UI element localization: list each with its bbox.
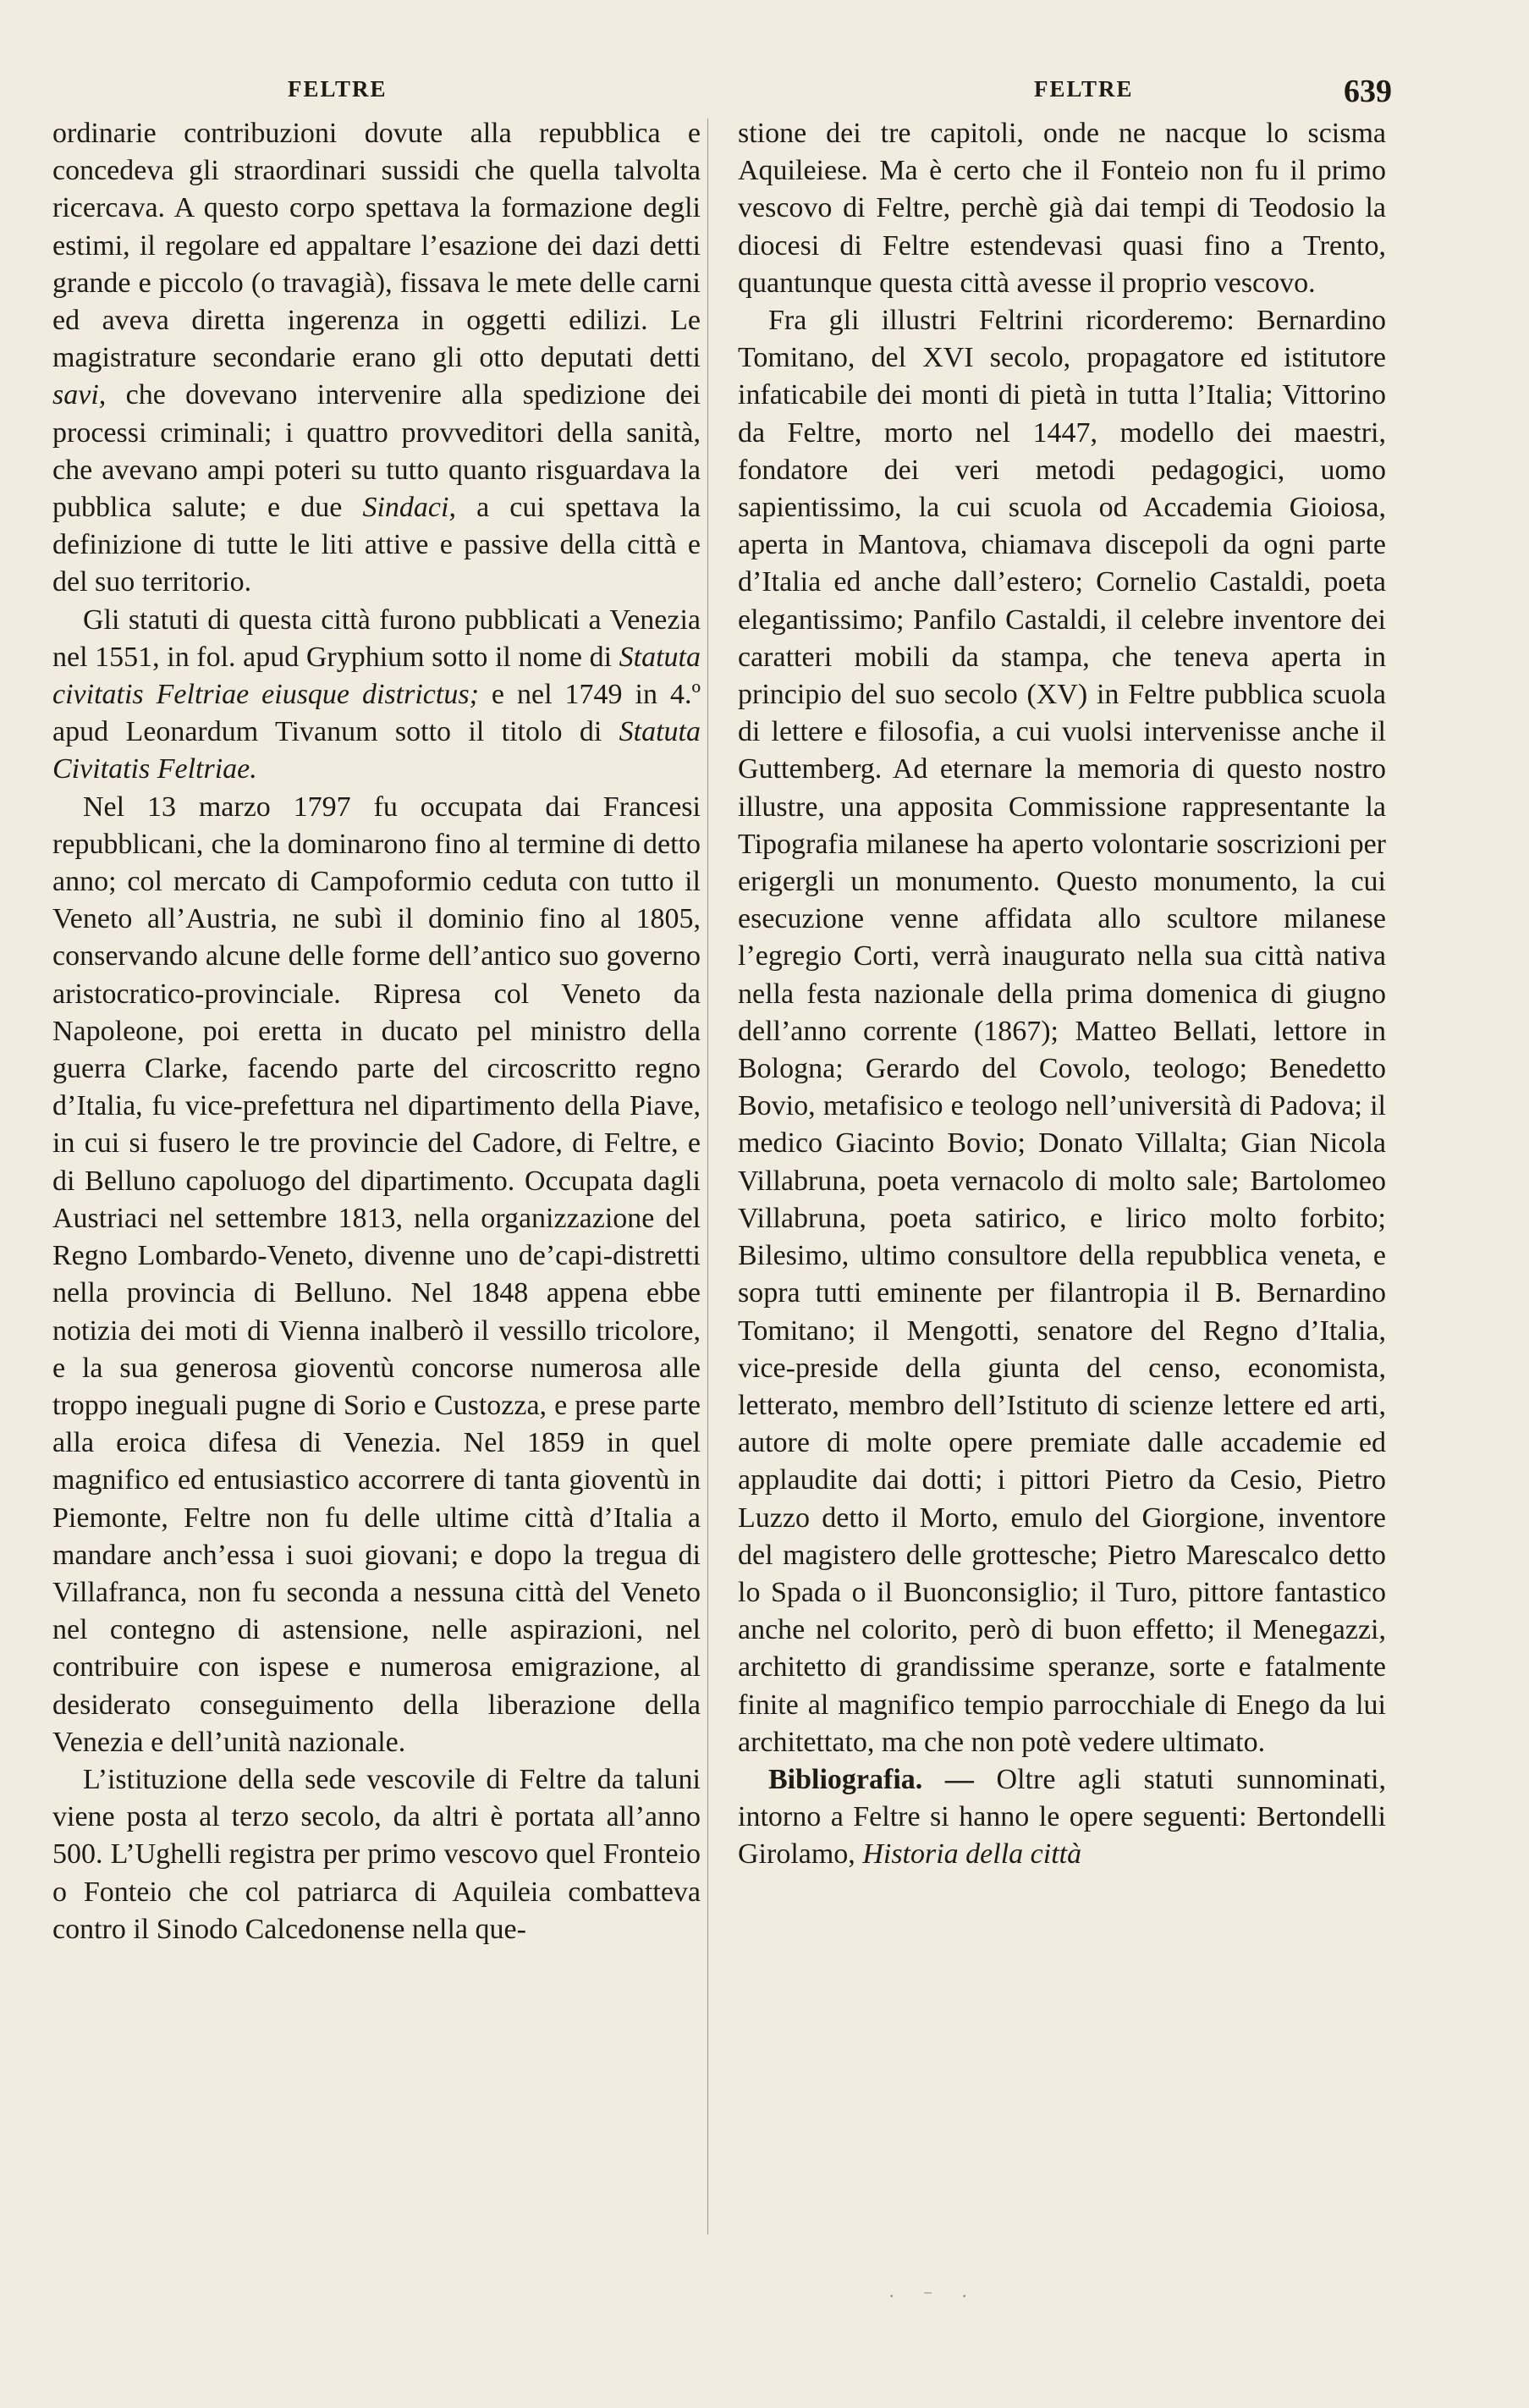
paragraph-text: ordinarie contribuzioni dovute alla repubblica e concedeva gli straordinari sussidi che quella talvolta ricercava. A questo corpo spettava la formazione degli estimi, il regolare ed appaltare l’esazione dei dazi detti grande e piccolo (o travagià), fissava le mete delle carni ed aveva diretta ingerenza in oggetti edilizi. Le magistrature secondarie erano gli otto deputati detti bbox=[52, 118, 701, 374]
right-running-head: FELTRE bbox=[1034, 76, 1134, 102]
paragraph-magistrature bbox=[52, 115, 701, 602]
paragraph-text: a cui spettava la definizione di tutte le liti attive e passive della città e del suo territorio. bbox=[52, 492, 701, 598]
column-divider bbox=[707, 118, 708, 2234]
left-column bbox=[52, 115, 701, 1948]
right-column bbox=[738, 115, 1386, 1874]
paragraph-bibliografia bbox=[738, 1761, 1386, 1874]
italic-title: Historia della città bbox=[862, 1838, 1082, 1871]
paragraph-text: che dovevano intervenire alla spedizione dei processi criminali; i quattro provveditori della sanità, che avevano ampi poteri su tutto quanto risguardava la pubblica salute; e due bbox=[52, 379, 701, 524]
paragraph-text: Oltre agli statuti sunnominati, intorno a Feltre si hanno le opere seguenti: Bertondelli Girolamo, bbox=[738, 1763, 1386, 1871]
italic-term: savi, bbox=[52, 379, 107, 411]
paragraph-diocese-cont: stione dei tre capitoli, onde ne nacque lo scisma Aquileiese. Ma è certo che il Fonteio non fu il primo vescovo di Feltre, perchè già dai tempi di Teodosio la diocesi di Feltre estendevasi quasi fino a Trento, quantunque questa città avesse il proprio vescovo. bbox=[738, 118, 1386, 299]
paragraph-text: e nel 1749 in 4.º apud Leonardum Tivanum sotto il titolo di bbox=[52, 679, 701, 748]
paragraph-illustri: Fra gli illustri Feltrini ricorderemo: Bernardino Tomitano, del XVI secolo, propagatore ed istitutore infaticabile dei monti di pietà in tutta l’Italia; Vittorino da Feltre, morto nel 1447, modello dei maestri, fondatore dei veri metodi pedagogici, uomo sapientissimo, la cui scuola od Accademia Gioiosa, aperta in Mantova, chiamava discepoli da ogni parte d’Italia ed anche dall’estero; Cornelio Castaldi, poeta elegantissimo; Panfilo Castaldi, il celebre inventore dei caratteri mobili da stampa, che teneva aperta in principio del suo secolo (XV) in Feltre pubblica scuola di lettere e filosofia, a cui vuolsi intervenisse anche il Guttemberg. Ad eternare la memoria di questo nostro illustre, una apposita Commissione rappresentante la Tipografia milanese ha aperto volontarie soscrizioni per erigergli un monumento. Questo monumento, la cui esecuzione venne affidata allo scultore milanese l’egregio Corti, verrà inaugurato nella sua città nativa nella festa nazionale della prima domenica di giugno dell’anno corrente (1867); Matteo Bellati, lettore in Bologna; Gerardo del Covolo, teologo; Benedetto Bovio, metafisico e teologo nell’università di Padova; il medico Giacinto Bovio; Donato Villalta; Gian Nicola Villabruna, poeta vernacolo di molto sale; Bartolomeo Villabruna, poeta satirico, e lirico molto forbito; Bilesimo, ultimo consultore della repubblica veneta, e sopra tutti eminente per filantropia il B. Bernardino Tomitano; il Mengotti, senatore del Regno d’Italia, vice-preside della giunta del censo, economista, letterato, membro dell’Istituto di scienze lettere ed arti, autore di molte opere premiate dalle accademie ed applaudite dai dotti; i pittori Pietro da Cesio, Pietro Luzzo detto il Morto, emulo del Giorgione, inventore del magistero delle grottesche; Pietro Marescalco detto lo Spada o il Buonconsiglio; il Turo, pittore fantastico anche nel colorito, però di buon effetto; il Menegazzi, architetto di grandissime speranze, sorte e fatalmente finite al magnifico tempio parrocchiale di Enego da lui architettato, ma che non potè vedere ultimato. bbox=[738, 305, 1386, 1758]
page-number: 639 bbox=[1344, 74, 1392, 109]
paragraph-diocese: L’istituzione della sede vescovile di Feltre da taluni viene posta al terzo secolo, da altri è portata all’anno 500. L’Ughelli registra per primo vescovo quel Fronteio o Fonteio che col patriarca di Aquileia combatteva contro il Sinodo Calcedonense nella que- bbox=[52, 1763, 701, 1945]
paragraph-text: Gli statuti di questa città furono pubblicati a Venezia nel 1551, in fol. apud Gryphium sotto il nome di bbox=[52, 603, 701, 673]
bibliography-label: Bibliografia. — bbox=[768, 1763, 974, 1795]
italic-term: Sindaci, bbox=[362, 492, 456, 524]
paragraph-statuti bbox=[52, 602, 701, 789]
italic-title: Statuta civitatis Feltriae eiusque districtus; bbox=[52, 641, 701, 711]
italic-title: Statuta Civitatis Feltriae. bbox=[52, 716, 701, 785]
left-running-head: FELTRE bbox=[288, 76, 388, 102]
paragraph-history: Nel 13 marzo 1797 fu occupata dai Francesi repubblicani, che la dominarono fino al termine di detto anno; col mercato di Campoformio ceduta con tutto il Veneto all’Austria, ne subì il dominio fino al 1805, conservando alcune delle forme dell’antico suo governo aristocratico-provinciale. Ripresa col Veneto da Napoleone, poi eretta in ducato pel ministro della guerra Clarke, facendo parte del circoscritto regno d’Italia, fu vice-prefettura nel dipartimento della Piave, in cui si fusero le tre provincie del Cadore, di Feltre, e di Belluno capoluogo del dipartimento. Occupata dagli Austriaci nel settembre 1813, nella organizzazione del Regno Lombardo-Veneto, divenne uno de’capi-distretti nella provincia di Belluno. Nel 1848 appena ebbe notizia dei moti di Vienna inalberò il vessillo tricolore, e la sua generosa gioventù concorse numerosa alle troppo ineguali pugne di Sorio e Custozza, e prese parte alla eroica difesa di Venezia. Nel 1859 in quel magnifico ed entusiastico accorrere di tanta gioventù in Piemonte, Feltre non fu delle ultime città d’Italia a mandare anch’essa i suoi giovani; e dopo la tregua di Villafranca, non fu seconda a nessuna città del Veneto nel contegno di astensione, nelle aspirazioni, nel contribuire con ispese e numerosa emigrazione, al desiderato conseguimento della liberazione della Venezia e dell’unità nazionale. bbox=[52, 791, 701, 1758]
paper-smudge: · ⁻ · bbox=[888, 2285, 980, 2306]
